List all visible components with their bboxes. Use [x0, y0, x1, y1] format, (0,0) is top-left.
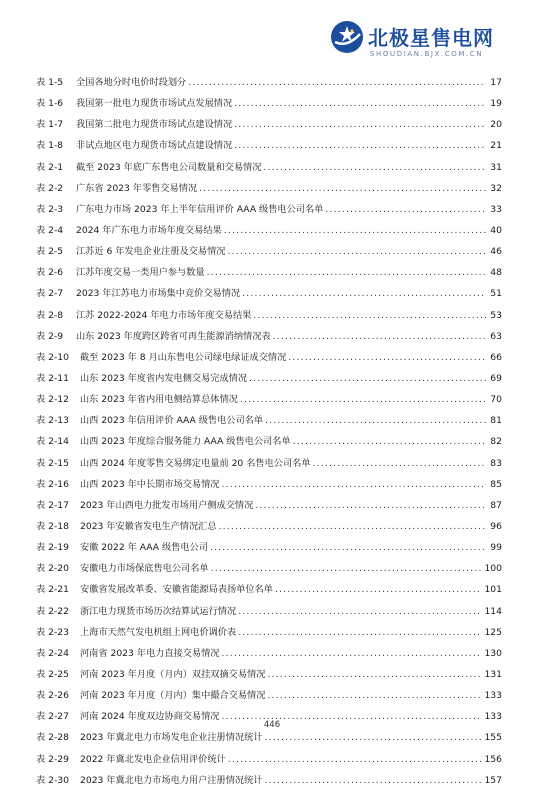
toc-entry-number: 表 2-15: [36, 457, 69, 469]
toc-entry-title: 安徽省发展改革委、安徽省能源局表扬单位名单: [80, 584, 273, 596]
dot-leader: [221, 474, 486, 495]
toc-entry-title: 截至 2023 年底广东售电公司数量和交易情况: [76, 161, 262, 173]
dot-leader: [263, 157, 486, 178]
toc-entry-number: 表 2-29: [36, 753, 69, 765]
toc-entry-page: 99: [490, 542, 502, 554]
toc-entry-number: 表 2-6: [36, 267, 64, 279]
table-of-contents: [36, 72, 502, 791]
dot-leader: [275, 579, 483, 600]
toc-entry-title: 全国各地分时电价时段划分: [76, 77, 187, 88]
toc-entry-title: 江苏近 6 年发电企业注册及交易情况: [76, 246, 226, 258]
toc-entry-page: 125: [484, 626, 502, 638]
toc-entry-title: 2023 年山西电力批发市场用户侧成交情况: [80, 499, 254, 511]
dot-leader: [265, 410, 486, 431]
toc-entry-page: 69: [490, 372, 502, 384]
toc-entry[interactable]: [36, 685, 502, 706]
toc-entry-number: 表 2-3: [36, 203, 64, 215]
toc-entry[interactable]: [36, 601, 502, 622]
dot-leader: [273, 326, 486, 347]
toc-entry-number: 表 2-16: [36, 478, 69, 490]
toc-entry[interactable]: [36, 770, 502, 791]
toc-entry[interactable]: [36, 453, 502, 474]
toc-entry-title: 非试点地区电力现货市场试点建设情况: [76, 140, 233, 152]
toc-entry-title: 浙江电力现货市场历次结算试运行情况: [80, 605, 237, 617]
dot-leader: [234, 135, 486, 156]
toc-entry-title: 上海市天然气发电机组上网电价调价表: [80, 626, 237, 638]
toc-entry-title: 2023 年冀北电力市场电力用户注册情况统计: [80, 774, 263, 786]
dot-leader: [211, 558, 483, 579]
toc-entry-number: 表 2-10: [36, 351, 69, 363]
toc-entry-number: 表 2-11: [36, 372, 69, 384]
toc-entry-title: 广东电力市场 2023 年上半年信用评价 AAA 级售电公司名单: [76, 203, 324, 215]
dot-leader: [265, 727, 483, 748]
toc-entry-page: 17: [490, 77, 502, 88]
toc-entry-page: 83: [490, 457, 502, 469]
dot-leader: [234, 93, 486, 114]
toc-entry-number: 表 1-8: [36, 140, 64, 152]
toc-entry-number: 表 2-5: [36, 246, 64, 258]
toc-entry-number: 表 2-28: [36, 732, 69, 744]
toc-entry-title: 山东 2023 年省内用电侧结算总体情况: [80, 394, 238, 406]
toc-entry-number: 表 2-9: [36, 330, 64, 342]
toc-entry[interactable]: [36, 326, 502, 347]
toc-entry-page: 114: [484, 605, 502, 617]
toc-entry[interactable]: [36, 664, 502, 685]
dot-leader: [221, 643, 482, 664]
page-number: 446: [263, 720, 281, 730]
toc-entry-title: 山东 2023 年度省内发电侧交易完成情况: [80, 372, 248, 384]
toc-entry-page: 133: [484, 711, 502, 723]
dot-leader: [199, 178, 486, 199]
dot-leader: [224, 220, 486, 241]
toc-entry-page: 157: [484, 774, 502, 786]
toc-entry[interactable]: [36, 283, 502, 304]
toc-entry-page: 21: [490, 140, 502, 152]
toc-entry-title: 山西 2023 年度综合服务能力 AAA 级售电公司名单: [80, 436, 291, 448]
dot-leader: [325, 199, 486, 220]
toc-entry-title: 2023 年冀北电力市场发电企业注册情况统计: [80, 732, 263, 744]
toc-entry-number: 表 2-14: [36, 436, 69, 448]
toc-entry-page: 101: [484, 584, 502, 596]
toc-entry-number: 表 2-27: [36, 711, 69, 723]
toc-entry-title: 2023 年江苏电力市场集中竞价交易情况: [76, 288, 241, 300]
toc-entry-number: 表 2-21: [36, 584, 69, 596]
toc-entry[interactable]: [36, 558, 502, 579]
toc-entry-title: 江苏 2022-2024 年电力市场年度交易结果: [76, 309, 252, 321]
toc-entry[interactable]: [36, 135, 502, 156]
toc-entry-number: 表 2-12: [36, 394, 69, 406]
toc-entry[interactable]: [36, 262, 502, 283]
brand-name: 北极星售电网: [368, 26, 494, 50]
toc-entry-page: 155: [484, 732, 502, 744]
toc-entry[interactable]: [36, 495, 502, 516]
toc-entry-page: 32: [490, 182, 502, 194]
toc-entry-number: 表 2-24: [36, 647, 69, 659]
toc-entry-number: 表 2-30: [36, 774, 69, 786]
toc-entry-title: 山西 2023 年中长期市场交易情况: [80, 478, 220, 490]
dot-leader: [188, 72, 486, 93]
toc-entry-number: 表 2-25: [36, 668, 69, 680]
toc-entry[interactable]: [36, 220, 502, 241]
toc-entry[interactable]: [36, 727, 502, 748]
brand-logo: [330, 20, 510, 66]
dot-leader: [293, 431, 486, 452]
toc-entry-page: 81: [490, 415, 502, 427]
toc-entry[interactable]: [36, 622, 502, 643]
toc-entry[interactable]: [36, 178, 502, 199]
toc-entry-number: 表 2-18: [36, 520, 69, 532]
toc-entry-number: 表 2-4: [36, 224, 64, 236]
toc-entry-page: 40: [490, 224, 502, 236]
toc-entry-title: 河南 2023 年月度（月内）双挂双摘交易情况: [80, 668, 266, 680]
toc-entry-page: 33: [490, 203, 502, 215]
toc-entry-number: 表 1-7: [36, 119, 64, 131]
toc-entry-title: 江苏年度交易一类用户参与数量: [76, 267, 205, 279]
toc-entry-page: 51: [490, 288, 502, 300]
toc-entry[interactable]: [36, 474, 502, 495]
dot-leader: [288, 347, 486, 368]
toc-entry[interactable]: [36, 389, 502, 410]
toc-entry-page: 48: [490, 267, 502, 279]
toc-entry-page: 63: [490, 330, 502, 342]
toc-entry[interactable]: [36, 579, 502, 600]
dot-leader: [267, 664, 482, 685]
toc-entry-title: 安徽 2022 年 AAA 级售电公司: [80, 542, 208, 554]
toc-entry-title: 广东省 2023 年零售交易情况: [76, 182, 198, 194]
dot-leader: [219, 516, 486, 537]
toc-entry-page: 31: [490, 161, 502, 173]
toc-entry-title: 河南省 2023 年电力直接交易情况: [80, 647, 220, 659]
dot-leader: [228, 241, 487, 262]
toc-entry[interactable]: [36, 114, 502, 135]
toc-entry-title: 我国第一批电力现货市场试点发展情况: [76, 98, 233, 110]
toc-entry-page: 82: [490, 436, 502, 448]
toc-entry-title: 我国第二批电力现货市场试点建设情况: [76, 119, 233, 131]
toc-entry[interactable]: [36, 157, 502, 178]
dot-leader: [238, 601, 482, 622]
dot-leader: [240, 389, 486, 410]
dot-leader: [255, 495, 486, 516]
toc-entry[interactable]: [36, 516, 502, 537]
toc-entry-number: 表 2-8: [36, 309, 64, 321]
dot-leader: [253, 305, 486, 326]
toc-entry-title: 山西 2024 年度零售交易绑定电量前 20 名售电公司名单: [80, 457, 311, 469]
toc-entry[interactable]: [36, 93, 502, 114]
toc-entry-number: 表 2-2: [36, 182, 64, 194]
toc-entry[interactable]: [36, 643, 502, 664]
dot-leader: [242, 283, 486, 304]
toc-entry[interactable]: [36, 431, 502, 452]
toc-entry-title: 山东 2023 年度跨区跨省可再生能源消纳情况表: [76, 330, 271, 342]
toc-entry-title: 2024 年广东电力市场年度交易结果: [76, 224, 222, 236]
toc-entry-number: 表 1-5: [36, 77, 64, 88]
toc-entry-page: 53: [490, 309, 502, 321]
toc-entry-number: 表 2-19: [36, 542, 69, 554]
toc-entry[interactable]: [36, 241, 502, 262]
toc-entry-number: 表 2-20: [36, 563, 69, 575]
toc-entry-number: 表 2-23: [36, 626, 69, 638]
toc-entry-page: 85: [490, 478, 502, 490]
toc-entry-title: 山西 2023 年信用评价 AAA 级售电公司名单: [80, 415, 264, 427]
toc-entry-title: 2022 年冀北发电企业信用评价统计: [80, 753, 226, 765]
dot-leader: [265, 770, 483, 791]
toc-entry-number: 表 2-7: [36, 288, 64, 300]
toc-entry[interactable]: [36, 749, 502, 770]
dot-leader: [228, 749, 483, 770]
toc-entry-page: 66: [490, 351, 502, 363]
dot-leader: [249, 368, 486, 389]
toc-entry-title: 安徽电力市场保底售电公司名单: [80, 563, 209, 575]
toc-entry[interactable]: [36, 305, 502, 326]
brand-domain: SHOUDIAN.BJX.COM.CN: [370, 50, 484, 58]
toc-entry-page: 130: [484, 647, 502, 659]
toc-entry-number: 表 2-13: [36, 415, 69, 427]
dot-leader: [210, 537, 486, 558]
dot-leader: [313, 453, 486, 474]
toc-entry-number: 表 2-26: [36, 690, 69, 702]
dot-leader: [207, 262, 486, 283]
toc-entry-page: 46: [490, 246, 502, 258]
toc-entry[interactable]: [36, 199, 502, 220]
toc-entry-title: 截至 2023 年 8 月山东售电公司绿电绿证成交情况: [80, 351, 287, 363]
toc-entry-number: 表 2-17: [36, 499, 69, 511]
dot-leader: [238, 622, 482, 643]
toc-entry-number: 表 2-1: [36, 161, 64, 173]
toc-entry-page: 87: [490, 499, 502, 511]
toc-entry-page: 70: [490, 394, 502, 406]
star-logo-icon: [330, 20, 364, 54]
toc-entry-title: 河南 2024 年度双边协商交易情况: [80, 711, 220, 723]
toc-entry-number: 表 2-22: [36, 605, 69, 617]
toc-entry-page: 19: [490, 98, 502, 110]
toc-entry[interactable]: [36, 347, 502, 368]
toc-entry[interactable]: [36, 368, 502, 389]
toc-entry[interactable]: [36, 72, 502, 93]
toc-entry-page: 133: [484, 690, 502, 702]
toc-entry-number: 表 1-6: [36, 98, 64, 110]
dot-leader: [234, 114, 486, 135]
toc-entry-page: 156: [484, 753, 502, 765]
toc-entry-page: 100: [484, 563, 502, 575]
toc-entry[interactable]: [36, 537, 502, 558]
dot-leader: [267, 685, 482, 706]
toc-entry-page: 96: [490, 520, 502, 532]
toc-entry-page: 20: [490, 119, 502, 131]
toc-entry-title: 河南 2023 年月度（月内）集中撮合交易情况: [80, 690, 266, 702]
toc-entry[interactable]: [36, 410, 502, 431]
toc-entry-page: 131: [484, 668, 502, 680]
toc-entry-title: 2023 年安徽省发电生产情况汇总: [80, 520, 217, 532]
